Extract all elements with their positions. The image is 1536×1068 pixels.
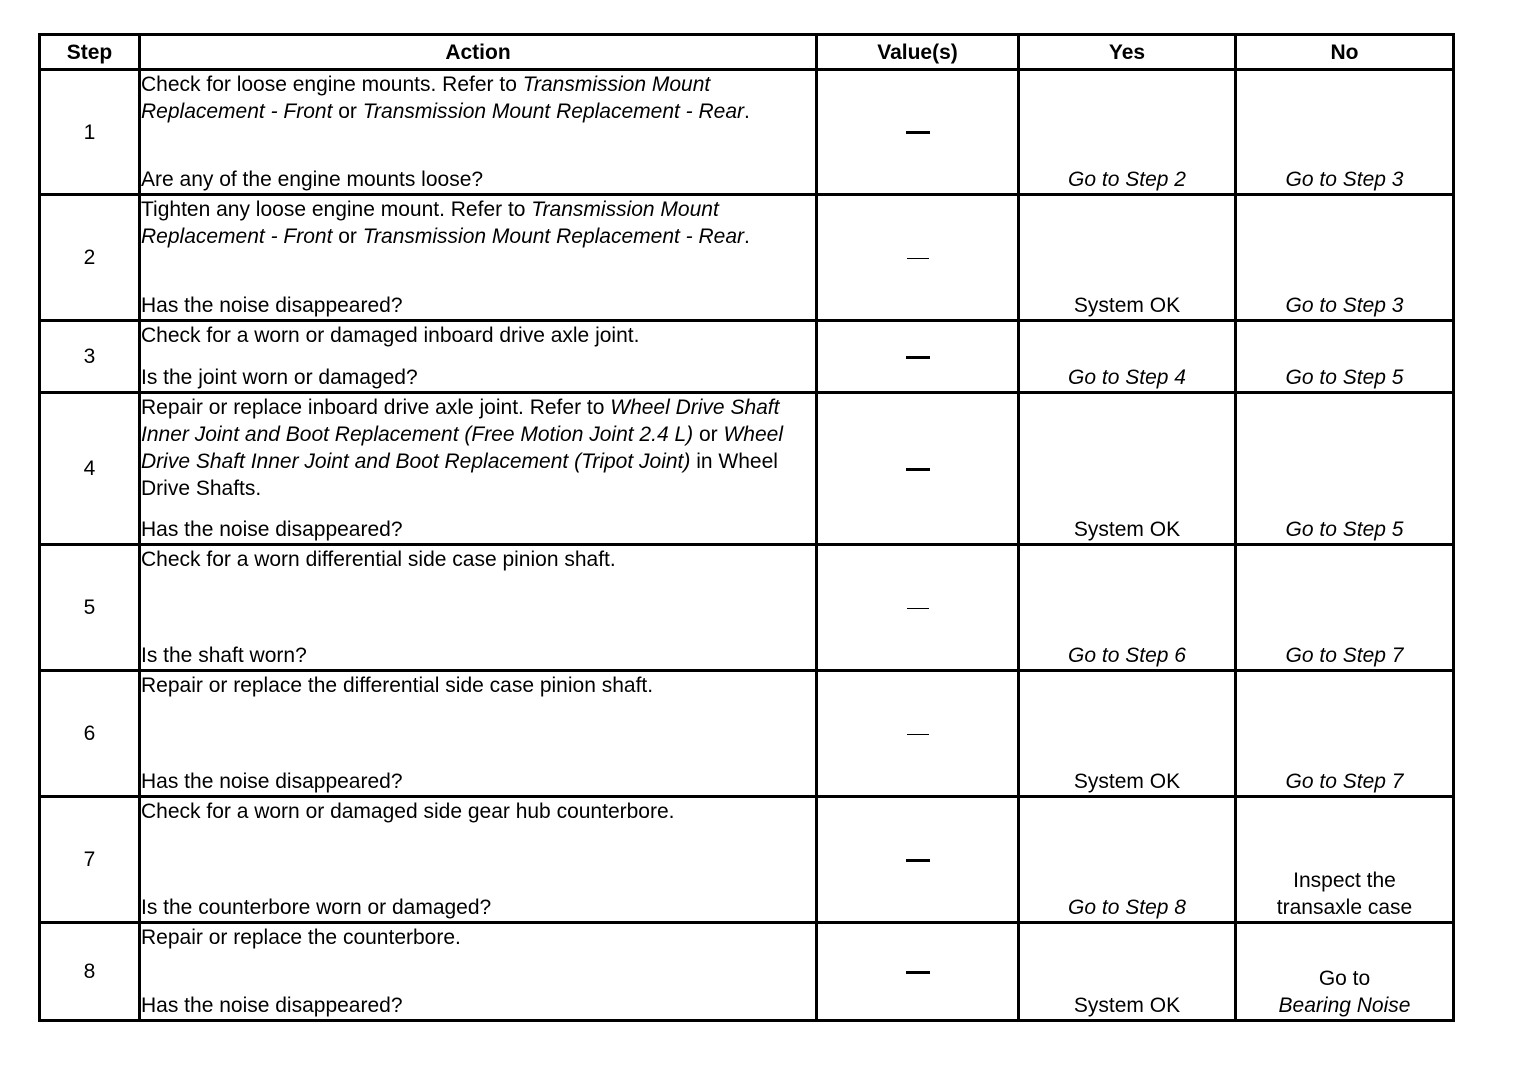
action-cell bbox=[140, 797, 817, 923]
action-instruction: Repair or replace inboard drive axle joint. Refer to Wheel Drive Shaft Inner Joint and Boot Replacement (Free Motion Joint 2.4 L) or Wheel Drive Shaft Inner Joint and Boot Replacement (Tripot Joint) in Wheel Drive Shafts. bbox=[141, 396, 784, 500]
table-row bbox=[40, 671, 1454, 797]
doc-reference: Transmission Mount Replacement - Front bbox=[141, 73, 711, 123]
yes-result: Go to Step 8 bbox=[1019, 797, 1236, 923]
action-cell bbox=[140, 195, 817, 321]
table-row bbox=[40, 321, 1454, 393]
action-question: Has the noise disappeared? bbox=[141, 294, 403, 317]
action-instruction: Repair or replace the counterbore. bbox=[141, 926, 461, 949]
table-row bbox=[40, 545, 1454, 671]
header-yes: Yes bbox=[1019, 35, 1236, 70]
no-result-line1: Inspect the bbox=[1293, 869, 1396, 892]
action-cell bbox=[140, 393, 817, 545]
value-cell bbox=[817, 393, 1019, 545]
header-no: No bbox=[1236, 35, 1454, 70]
action-cell bbox=[140, 545, 817, 671]
no-result-line1: Go to bbox=[1318, 967, 1371, 990]
step-number: 4 bbox=[40, 393, 140, 545]
no-result: Go to Step 3 bbox=[1236, 70, 1454, 195]
dash-mark bbox=[907, 258, 929, 259]
table-row bbox=[40, 70, 1454, 195]
step-number: 6 bbox=[40, 671, 140, 797]
yes-result: Go to Step 4 bbox=[1019, 321, 1236, 393]
value-cell bbox=[817, 671, 1019, 797]
bearing-noise-reference: Bearing Noise bbox=[1278, 994, 1411, 1017]
doc-reference: Transmission Mount Replacement - Front bbox=[141, 198, 719, 248]
no-result: Go to Step 5 bbox=[1236, 393, 1454, 545]
action-instruction: Check for loose engine mounts. Refer to Transmission Mount Replacement - Front or Transmission Mount Replacement - Rear. bbox=[141, 73, 750, 123]
action-instruction: Check for a worn or damaged side gear hub counterbore. bbox=[141, 800, 675, 823]
table-row bbox=[40, 923, 1454, 1021]
action-instruction: Check for a worn differential side case pinion shaft. bbox=[141, 548, 616, 571]
action-cell bbox=[140, 70, 817, 195]
dash-mark bbox=[906, 859, 930, 862]
dash-mark bbox=[907, 608, 929, 609]
yes-result: System OK bbox=[1019, 195, 1236, 321]
action-question: Is the joint worn or damaged? bbox=[141, 366, 418, 389]
action-instruction: Tighten any loose engine mount. Refer to Transmission Mount Replacement - Front or Transmission Mount Replacement - Rear. bbox=[141, 198, 750, 248]
action-instruction: Check for a worn or damaged inboard drive axle joint. bbox=[141, 324, 640, 347]
table-row bbox=[40, 393, 1454, 545]
value-cell bbox=[817, 797, 1019, 923]
action-question: Are any of the engine mounts loose? bbox=[141, 168, 484, 191]
no-result: Go to Step 5 bbox=[1236, 321, 1454, 393]
no-result: Go to Step 7 bbox=[1236, 545, 1454, 671]
action-instruction: Repair or replace the differential side case pinion shaft. bbox=[141, 674, 654, 697]
doc-reference: Transmission Mount Replacement - Rear bbox=[362, 100, 745, 123]
yes-result: System OK bbox=[1019, 671, 1236, 797]
diagnostic-table bbox=[38, 33, 1455, 1022]
doc-reference: Wheel Drive Shaft Inner Joint and Boot Replacement (Free Motion Joint 2.4 L) bbox=[141, 396, 780, 446]
table-row bbox=[40, 797, 1454, 923]
table-header-row bbox=[40, 35, 1454, 70]
header-action: Action bbox=[140, 35, 817, 70]
table-row bbox=[40, 195, 1454, 321]
action-question: Is the counterbore worn or damaged? bbox=[141, 896, 492, 919]
action-question: Has the noise disappeared? bbox=[141, 994, 403, 1017]
value-cell bbox=[817, 321, 1019, 393]
yes-result: Go to Step 6 bbox=[1019, 545, 1236, 671]
dash-mark bbox=[906, 131, 930, 134]
step-number: 5 bbox=[40, 545, 140, 671]
yes-result: System OK bbox=[1019, 923, 1236, 1021]
value-cell bbox=[817, 195, 1019, 321]
dash-mark bbox=[906, 356, 930, 359]
action-cell bbox=[140, 923, 817, 1021]
doc-reference: Wheel Drive Shaft Inner Joint and Boot Replacement (Tripot Joint) bbox=[141, 423, 784, 473]
doc-reference: Transmission Mount Replacement - Rear bbox=[362, 225, 745, 248]
action-cell bbox=[140, 671, 817, 797]
step-number: 1 bbox=[40, 70, 140, 195]
dash-mark bbox=[906, 971, 930, 974]
dash-mark bbox=[907, 734, 929, 735]
action-question: Is the shaft worn? bbox=[141, 644, 307, 667]
step-number: 8 bbox=[40, 923, 140, 1021]
yes-result: Go to Step 2 bbox=[1019, 70, 1236, 195]
value-cell bbox=[817, 545, 1019, 671]
dash-mark bbox=[906, 468, 930, 471]
no-result bbox=[1236, 923, 1454, 1021]
header-step: Step bbox=[40, 35, 140, 70]
action-question: Has the noise disappeared? bbox=[141, 518, 403, 541]
value-cell bbox=[817, 70, 1019, 195]
action-cell bbox=[140, 321, 817, 393]
no-result: Go to Step 3 bbox=[1236, 195, 1454, 321]
no-result: Go to Step 7 bbox=[1236, 671, 1454, 797]
action-question: Has the noise disappeared? bbox=[141, 770, 403, 793]
step-number: 3 bbox=[40, 321, 140, 393]
step-number: 7 bbox=[40, 797, 140, 923]
no-result-line2: transaxle case bbox=[1276, 896, 1413, 919]
no-result bbox=[1236, 797, 1454, 923]
header-values: Value(s) bbox=[817, 35, 1019, 70]
value-cell bbox=[817, 923, 1019, 1021]
yes-result: System OK bbox=[1019, 393, 1236, 545]
step-number: 2 bbox=[40, 195, 140, 321]
